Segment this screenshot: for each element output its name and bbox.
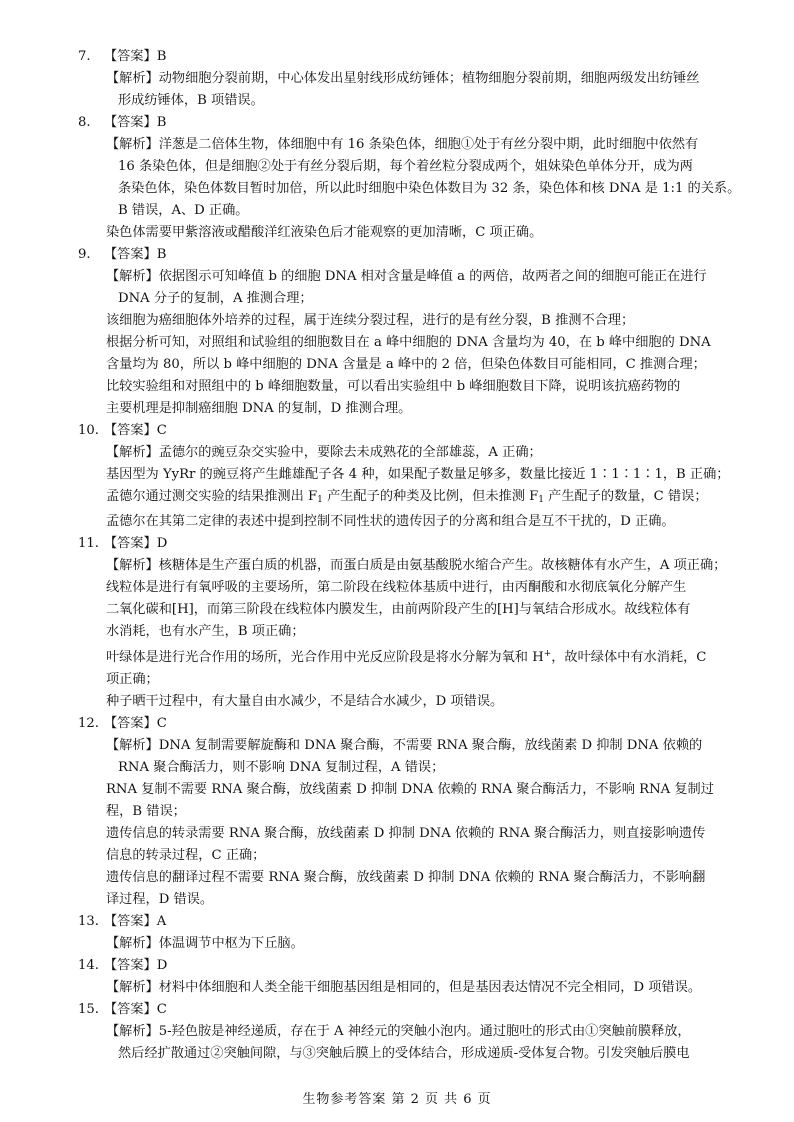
answer-line: [78, 911, 726, 933]
explanation-line: 【解析】核糖体是生产蛋白质的机器，而蛋白质是由氨基酸脱水缩合产生。故核糖体有水产生，A 项正确；: [106, 558, 727, 573]
explanation-line: 16 条染色体，但是细胞②处于有丝分裂后期，每个着丝粒分裂成两个，姐妹染色单体分开，成为两: [118, 159, 693, 174]
explanation-line: 比较实验组和对照组中的 b 峰细胞数量，可以看出实验组中 b 峰细胞数目下降，说明该抗癌药物的: [106, 379, 681, 394]
answer-text: 【答案】B: [104, 115, 167, 130]
explanation-line: 染色体需要甲紫溶液或醋酸洋红液染色后才能观察的更加清晰，C 项正确。: [106, 225, 543, 240]
explanation-line: 项正确；: [106, 672, 159, 687]
question-number: 10.: [78, 423, 99, 438]
explanation-line: 条染色体，染色体数目暂时加倍，所以此时细胞中染色体数目为 32 条，染色体和核 DNA 是 1:1 的关系。: [118, 181, 741, 196]
question-number: 11.: [78, 536, 99, 551]
explanation-line: RNA 聚合酶活力，则不影响 DNA 复制过程，A 错误；: [118, 760, 445, 775]
question-number: 12.: [78, 716, 99, 731]
answer-text: 【答案】C: [104, 1002, 167, 1017]
explanation-line: 【解析】动物细胞分裂前期，中心体发出星射线形成纺锤体；植物细胞分裂前期，细胞两级发出纺锤丝: [106, 71, 700, 86]
explanation-line: 译过程，D 错误。: [106, 892, 214, 907]
explanation-line: 【解析】洋葱是二倍体生物，体细胞中有 16 条染色体，细胞①处于有丝分裂中期，此时细胞中依然有: [106, 137, 699, 152]
explanation-line: 遗传信息的转录需要 RNA 聚合酶，放线菌素 D 抑制 DNA 依赖的 RNA 聚合酶活力，则直接影响遗传: [106, 826, 706, 841]
explanation-line: 叶绿体是进行光合作用的场所，光合作用中光反应阶段是将水分解为氧和 H+，故叶绿体中有水消耗，C: [106, 649, 707, 665]
answer-line: [78, 112, 726, 134]
explanation-line: 【解析】依据图示可知峰值 b 的细胞 DNA 相对含量是峰值 a 的两倍，故两者之间的细胞可能正在进行: [106, 269, 707, 284]
question-number: 14.: [78, 958, 99, 973]
question-number: 13.: [78, 914, 99, 929]
answer-line: [78, 713, 726, 735]
answer-line: [78, 533, 726, 555]
answer-text: 【答案】D: [104, 958, 168, 973]
question-block: [78, 112, 741, 244]
question-block: [78, 533, 726, 713]
explanation-line: 种子晒干过程中，有大量自由水减少，不是结合水减少，D 项错误。: [106, 694, 504, 709]
explanation-line: 【解析】体温调节中枢为下丘脑。: [106, 936, 304, 951]
explanation-line: 程，B 错误；: [106, 804, 186, 819]
explanation-line: 【解析】DNA 复制需要解旋酶和 DNA 聚合酶，不需要 RNA 聚合酶，放线菌素 D 抑制 DNA 依赖的: [106, 738, 703, 753]
explanation-line: RNA 复制不需要 RNA 聚合酶，放线菌素 D 抑制 DNA 依赖的 RNA 聚合酶活力，不影响 RNA 复制过: [106, 782, 714, 797]
explanation-line: 孟德尔在其第二定律的表述中提到控制不同性状的遗传因子的分离和组合是互不干扰的，D 正确。: [106, 514, 675, 529]
answer-line: [78, 244, 726, 266]
explanation-line: 该细胞为癌细胞体外培养的过程，属于连续分裂过程，进行的是有丝分裂，B 推测不合理；: [106, 313, 635, 328]
answer-text: 【答案】A: [104, 914, 167, 929]
answer-line: [78, 955, 726, 977]
explanation-line: 主要机理是抑制癌细胞 DNA 的复制，D 推测合理。: [106, 401, 412, 416]
question-block: [78, 999, 726, 1065]
question-block: [78, 420, 730, 533]
answer-key-content: [78, 46, 741, 1065]
page-footer: 生物参考答案 第 2 页 共 6 页: [302, 1092, 492, 1107]
question-number: 15.: [78, 1002, 99, 1017]
explanation-line: 孟德尔通过测交实验的结果推测出 $F_1$ 产生配子的种类及比例，但未推测 $F_1$ 产生配子的数量，C 错误；: [106, 489, 708, 505]
question-number: 8.: [78, 115, 91, 130]
explanation-line: DNA 分子的复制，A 推测合理；: [118, 291, 313, 306]
explanation-line: 含量均为 80，所以 b 峰中细胞的 DNA 含量是 a 峰中的 2 倍，但染色体数目可能相同，C 推测合理；: [106, 357, 706, 372]
answer-text: 【答案】C: [104, 423, 167, 438]
answer-line: [78, 46, 726, 68]
question-block: [78, 713, 726, 911]
explanation-line: 遗传信息的翻译过程不需要 RNA 聚合酶，放线菌素 D 抑制 DNA 依赖的 RNA 聚合酶活力，不影响翻: [106, 870, 706, 885]
answer-line: [78, 420, 726, 442]
explanation-line: 【解析】孟德尔的豌豆杂交实验中，要除去未成熟花的全部雄蕊，A 正确；: [106, 445, 542, 460]
answer-text: 【答案】C: [104, 716, 167, 731]
explanation-line: 水消耗，也有水产生，B 项正确；: [106, 624, 305, 639]
answer-text: 【答案】B: [104, 49, 167, 64]
explanation-line: 【解析】5-羟色胺是神经递质，存在于 A 神经元的突触小泡内。通过胞吐的形式由①突触前膜释放，: [106, 1024, 691, 1039]
answer-text: 【答案】D: [104, 536, 168, 551]
explanation-line: 信息的转录过程，C 正确；: [106, 848, 266, 863]
explanation-line: 形成纺锤体，B 项错误。: [118, 93, 264, 108]
question-number: 9.: [78, 247, 91, 262]
question-block: [78, 911, 726, 955]
question-block: [78, 955, 726, 999]
question-block: [78, 46, 726, 112]
question-number: 7.: [78, 49, 91, 64]
explanation-line: 然后经扩散通过②突触间隙，与③突触后膜上的受体结合，形成递质-受体复合物。引发突触后膜电: [118, 1046, 690, 1061]
explanation-line: 二氧化碳和[H]，而第三阶段在线粒体内膜发生，由前两阶段产生的[H]与氧结合形成水。故线粒体有: [106, 602, 691, 617]
answer-text: 【答案】B: [104, 247, 167, 262]
explanation-line: 线粒体是进行有氧呼吸的主要场所，第二阶段在线粒体基质中进行，由丙酮酸和水彻底氧化分解产生: [106, 580, 687, 595]
answer-line: [78, 999, 726, 1021]
explanation-line: 根据分析可知，对照组和试验组的细胞数目在 a 峰中细胞的 DNA 含量均为 40，在 b 峰中细胞的 DNA: [106, 335, 711, 350]
explanation-line: B 错误，A、D 正确。: [118, 203, 249, 218]
question-block: [78, 244, 726, 420]
explanation-line: 【解析】材料中体细胞和人类全能干细胞基因组是相同的，但是基因表达情况不完全相同，D 项错误。: [106, 980, 702, 995]
explanation-line: 基因型为 YyRr 的豌豆将产生雌雄配子各 4 种，如果配子数量足够多，数量比接近 1∶1∶1∶1，B 正确；: [106, 467, 730, 482]
